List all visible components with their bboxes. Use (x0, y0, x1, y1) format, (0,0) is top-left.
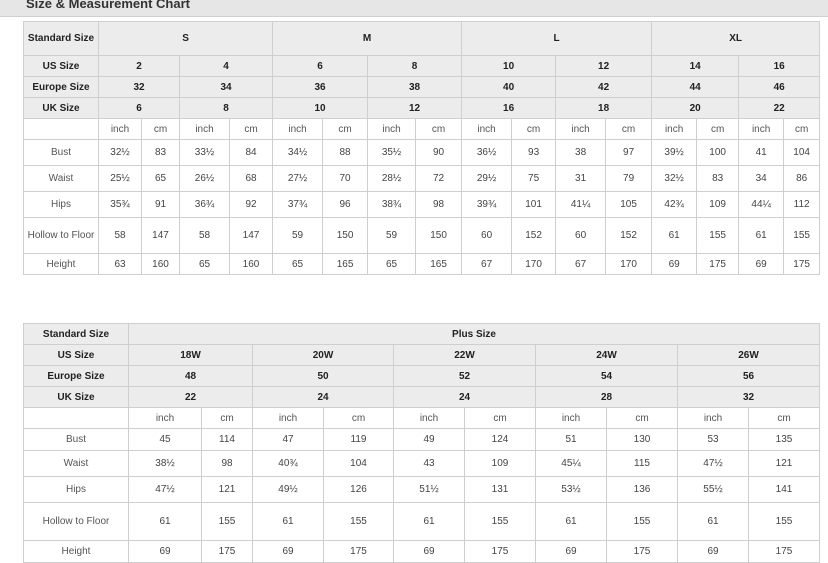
measurement-cell: 59 (368, 218, 416, 254)
unit-cell: inch (99, 119, 142, 140)
europe-size-cell: 44 (652, 77, 739, 98)
measurement-cell: 155 (465, 503, 536, 541)
plus-group-row (24, 324, 820, 345)
measurement-cell: 63 (99, 254, 142, 275)
measurement-cell: 112 (784, 192, 820, 218)
standard-size-table (23, 21, 820, 275)
measurement-cell: 60 (462, 218, 512, 254)
measurement-cell: 96 (323, 192, 368, 218)
measurement-cell: 155 (607, 503, 678, 541)
unit-cell: inch (253, 408, 324, 429)
measurement-cell: 36¾ (180, 192, 230, 218)
measurement-cell: 152 (606, 218, 652, 254)
measurement-cell: 61 (652, 218, 697, 254)
measurement-cell: 65 (273, 254, 323, 275)
measurement-cell: 45¼ (536, 451, 607, 477)
europe-size-cell: 32 (99, 77, 180, 98)
unit-cell: inch (462, 119, 512, 140)
unit-row (24, 119, 820, 140)
hips-label: Hips (24, 477, 129, 503)
measurement-cell: 39¾ (462, 192, 512, 218)
hips-label: Hips (24, 192, 99, 218)
measurement-cell: 59 (273, 218, 323, 254)
measurement-cell: 126 (324, 477, 394, 503)
measurement-cell: 65 (180, 254, 230, 275)
unit-row (24, 408, 820, 429)
uk-size-cell: 22 (739, 98, 820, 119)
unit-cell: inch (678, 408, 749, 429)
measurement-cell: 37¾ (273, 192, 323, 218)
measurement-cell: 44¼ (739, 192, 784, 218)
measurement-cell: 160 (142, 254, 180, 275)
size-group-row (24, 22, 820, 56)
measurement-cell: 155 (202, 503, 253, 541)
unit-cell: inch (556, 119, 606, 140)
europe-size-cell: 40 (462, 77, 556, 98)
measurement-cell: 150 (416, 218, 462, 254)
measurement-cell: 104 (784, 140, 820, 166)
measurement-cell: 38 (556, 140, 606, 166)
us-size-row (24, 56, 820, 77)
measurement-cell: 67 (556, 254, 606, 275)
measurement-cell: 100 (697, 140, 739, 166)
unit-cell: cm (607, 408, 678, 429)
measurement-cell: 79 (606, 166, 652, 192)
us-size-cell: 16 (739, 56, 820, 77)
measurement-cell: 115 (607, 451, 678, 477)
measurement-cell: 55½ (678, 477, 749, 503)
measurement-cell: 41 (739, 140, 784, 166)
measurement-cell: 98 (416, 192, 462, 218)
us-size-cell: 12 (556, 56, 652, 77)
corner-label: Standard Size (24, 22, 99, 56)
europe-size-row (24, 77, 820, 98)
measurement-cell: 175 (784, 254, 820, 275)
unit-cell: inch (180, 119, 230, 140)
measurement-cell: 41¼ (556, 192, 606, 218)
measurement-cell: 32½ (652, 166, 697, 192)
measurement-cell: 61 (536, 503, 607, 541)
title-bar (0, 0, 828, 17)
europe-size-label: Europe Size (24, 77, 99, 98)
measurement-cell: 36½ (462, 140, 512, 166)
bust-label: Bust (24, 429, 129, 451)
corner-label: Standard Size (24, 324, 129, 345)
measurement-cell: 130 (607, 429, 678, 451)
measurement-cell: 58 (99, 218, 142, 254)
bust-row (24, 429, 820, 451)
measurement-cell: 65 (368, 254, 416, 275)
measurement-cell: 53½ (536, 477, 607, 503)
measurement-cell: 51 (536, 429, 607, 451)
measurement-cell: 141 (749, 477, 820, 503)
unit-cell: inch (129, 408, 202, 429)
europe-size-cell: 46 (739, 77, 820, 98)
hollow-to-floor-row (24, 503, 820, 541)
measurement-cell: 40¾ (253, 451, 324, 477)
unit-cell: inch (536, 408, 607, 429)
unit-cell: inch (652, 119, 697, 140)
measurement-cell: 61 (253, 503, 324, 541)
plus-size-table (23, 323, 820, 563)
measurement-cell: 69 (253, 541, 324, 563)
unit-cell: cm (749, 408, 820, 429)
hollow-to-floor-label: Hollow to Floor (24, 218, 99, 254)
measurement-cell: 131 (465, 477, 536, 503)
us-size-cell: 2 (99, 56, 180, 77)
measurement-cell: 27½ (273, 166, 323, 192)
us-size-label: US Size (24, 56, 99, 77)
measurement-cell: 38½ (129, 451, 202, 477)
us-size-cell: 24W (536, 345, 678, 366)
uk-size-row (24, 387, 820, 408)
measurement-cell: 31 (556, 166, 606, 192)
measurement-cell: 67 (462, 254, 512, 275)
measurement-cell: 152 (512, 218, 556, 254)
unit-cell: cm (697, 119, 739, 140)
measurement-cell: 97 (606, 140, 652, 166)
unit-cell: inch (368, 119, 416, 140)
uk-size-label: UK Size (24, 387, 129, 408)
measurement-cell: 160 (230, 254, 273, 275)
uk-size-label: UK Size (24, 98, 99, 119)
us-size-cell: 8 (368, 56, 462, 77)
measurement-cell: 170 (512, 254, 556, 275)
europe-size-cell: 54 (536, 366, 678, 387)
measurement-cell: 165 (416, 254, 462, 275)
measurement-cell: 58 (180, 218, 230, 254)
europe-size-cell: 38 (368, 77, 462, 98)
measurement-cell: 69 (129, 541, 202, 563)
unit-cell: inch (273, 119, 323, 140)
us-size-cell: 10 (462, 56, 556, 77)
measurement-cell: 47 (253, 429, 324, 451)
measurement-cell: 88 (323, 140, 368, 166)
size-group-cell: M (273, 22, 462, 56)
measurement-cell: 75 (512, 166, 556, 192)
unit-row-label (24, 408, 129, 429)
measurement-cell: 49 (394, 429, 465, 451)
measurement-cell: 61 (678, 503, 749, 541)
unit-cell: cm (512, 119, 556, 140)
waist-row (24, 166, 820, 192)
us-size-row (24, 345, 820, 366)
measurement-cell: 105 (606, 192, 652, 218)
unit-cell: cm (202, 408, 253, 429)
unit-cell: cm (606, 119, 652, 140)
measurement-cell: 49½ (253, 477, 324, 503)
measurement-cell: 47½ (678, 451, 749, 477)
europe-size-cell: 52 (394, 366, 536, 387)
measurement-cell: 45 (129, 429, 202, 451)
uk-size-cell: 32 (678, 387, 820, 408)
uk-size-cell: 20 (652, 98, 739, 119)
uk-size-cell: 6 (99, 98, 180, 119)
measurement-cell: 25½ (99, 166, 142, 192)
size-group-cell: XL (652, 22, 820, 56)
europe-size-cell: 36 (273, 77, 368, 98)
us-size-cell: 14 (652, 56, 739, 77)
measurement-cell: 29½ (462, 166, 512, 192)
measurement-cell: 61 (394, 503, 465, 541)
page-title: Size & Measurement Chart (26, 0, 190, 11)
measurement-cell: 175 (465, 541, 536, 563)
measurement-cell: 175 (324, 541, 394, 563)
measurement-cell: 61 (129, 503, 202, 541)
measurement-cell: 83 (142, 140, 180, 166)
measurement-cell: 34½ (273, 140, 323, 166)
us-size-cell: 4 (180, 56, 273, 77)
measurement-cell: 69 (536, 541, 607, 563)
measurement-cell: 175 (697, 254, 739, 275)
uk-size-cell: 16 (462, 98, 556, 119)
measurement-cell: 39½ (652, 140, 697, 166)
measurement-cell: 121 (202, 477, 253, 503)
bust-label: Bust (24, 140, 99, 166)
size-group-cell: L (462, 22, 652, 56)
measurement-cell: 28½ (368, 166, 416, 192)
unit-cell: cm (416, 119, 462, 140)
us-size-cell: 26W (678, 345, 820, 366)
measurement-cell: 155 (784, 218, 820, 254)
measurement-cell: 86 (784, 166, 820, 192)
measurement-cell: 70 (323, 166, 368, 192)
measurement-cell: 155 (749, 503, 820, 541)
measurement-cell: 69 (739, 254, 784, 275)
uk-size-cell: 24 (394, 387, 536, 408)
measurement-cell: 119 (324, 429, 394, 451)
measurement-cell: 42¾ (652, 192, 697, 218)
europe-size-cell: 42 (556, 77, 652, 98)
measurement-cell: 93 (512, 140, 556, 166)
unit-cell: cm (465, 408, 536, 429)
unit-row-label (24, 119, 99, 140)
uk-size-cell: 24 (253, 387, 394, 408)
measurement-cell: 51½ (394, 477, 465, 503)
measurement-cell: 33½ (180, 140, 230, 166)
unit-cell: cm (230, 119, 273, 140)
measurement-cell: 114 (202, 429, 253, 451)
measurement-cell: 155 (697, 218, 739, 254)
uk-size-cell: 10 (273, 98, 368, 119)
europe-size-cell: 56 (678, 366, 820, 387)
europe-size-cell: 34 (180, 77, 273, 98)
height-row (24, 541, 820, 563)
unit-cell: cm (324, 408, 394, 429)
measurement-cell: 104 (324, 451, 394, 477)
measurement-cell: 135 (749, 429, 820, 451)
measurement-cell: 38¾ (368, 192, 416, 218)
measurement-cell: 34 (739, 166, 784, 192)
unit-cell: cm (142, 119, 180, 140)
measurement-cell: 121 (749, 451, 820, 477)
unit-cell: inch (739, 119, 784, 140)
unit-cell: inch (394, 408, 465, 429)
hips-row (24, 192, 820, 218)
measurement-cell: 175 (607, 541, 678, 563)
measurement-cell: 98 (202, 451, 253, 477)
measurement-cell: 109 (697, 192, 739, 218)
measurement-cell: 43 (394, 451, 465, 477)
europe-size-cell: 48 (129, 366, 253, 387)
measurement-cell: 65 (142, 166, 180, 192)
height-label: Height (24, 541, 129, 563)
unit-cell: cm (784, 119, 820, 140)
size-group-cell: S (99, 22, 273, 56)
us-size-cell: 18W (129, 345, 253, 366)
bust-row (24, 140, 820, 166)
us-size-cell: 6 (273, 56, 368, 77)
us-size-cell: 22W (394, 345, 536, 366)
measurement-cell: 83 (697, 166, 739, 192)
measurement-cell: 26½ (180, 166, 230, 192)
measurement-cell: 61 (739, 218, 784, 254)
measurement-cell: 72 (416, 166, 462, 192)
measurement-cell: 35½ (368, 140, 416, 166)
hollow-to-floor-label: Hollow to Floor (24, 503, 129, 541)
hollow-to-floor-row (24, 218, 820, 254)
us-size-cell: 20W (253, 345, 394, 366)
measurement-cell: 165 (323, 254, 368, 275)
measurement-cell: 69 (652, 254, 697, 275)
europe-size-label: Europe Size (24, 366, 129, 387)
us-size-label: US Size (24, 345, 129, 366)
measurement-cell: 147 (142, 218, 180, 254)
uk-size-cell: 22 (129, 387, 253, 408)
measurement-cell: 101 (512, 192, 556, 218)
measurement-cell: 35¾ (99, 192, 142, 218)
uk-size-row (24, 98, 820, 119)
waist-row (24, 451, 820, 477)
measurement-cell: 91 (142, 192, 180, 218)
measurement-cell: 69 (678, 541, 749, 563)
europe-size-row (24, 366, 820, 387)
measurement-cell: 53 (678, 429, 749, 451)
height-label: Height (24, 254, 99, 275)
plus-size-group-cell: Plus Size (129, 324, 820, 345)
measurement-cell: 68 (230, 166, 273, 192)
hips-row (24, 477, 820, 503)
waist-label: Waist (24, 451, 129, 477)
measurement-cell: 155 (324, 503, 394, 541)
measurement-cell: 109 (465, 451, 536, 477)
measurement-cell: 170 (606, 254, 652, 275)
measurement-cell: 150 (323, 218, 368, 254)
measurement-cell: 147 (230, 218, 273, 254)
uk-size-cell: 12 (368, 98, 462, 119)
measurement-cell: 32½ (99, 140, 142, 166)
measurement-cell: 92 (230, 192, 273, 218)
uk-size-cell: 18 (556, 98, 652, 119)
measurement-cell: 175 (202, 541, 253, 563)
uk-size-cell: 8 (180, 98, 273, 119)
measurement-cell: 69 (394, 541, 465, 563)
measurement-cell: 60 (556, 218, 606, 254)
uk-size-cell: 28 (536, 387, 678, 408)
measurement-cell: 47½ (129, 477, 202, 503)
height-row (24, 254, 820, 275)
measurement-cell: 124 (465, 429, 536, 451)
measurement-cell: 136 (607, 477, 678, 503)
unit-cell: cm (323, 119, 368, 140)
measurement-cell: 90 (416, 140, 462, 166)
measurement-cell: 84 (230, 140, 273, 166)
europe-size-cell: 50 (253, 366, 394, 387)
measurement-cell: 175 (749, 541, 820, 563)
waist-label: Waist (24, 166, 99, 192)
